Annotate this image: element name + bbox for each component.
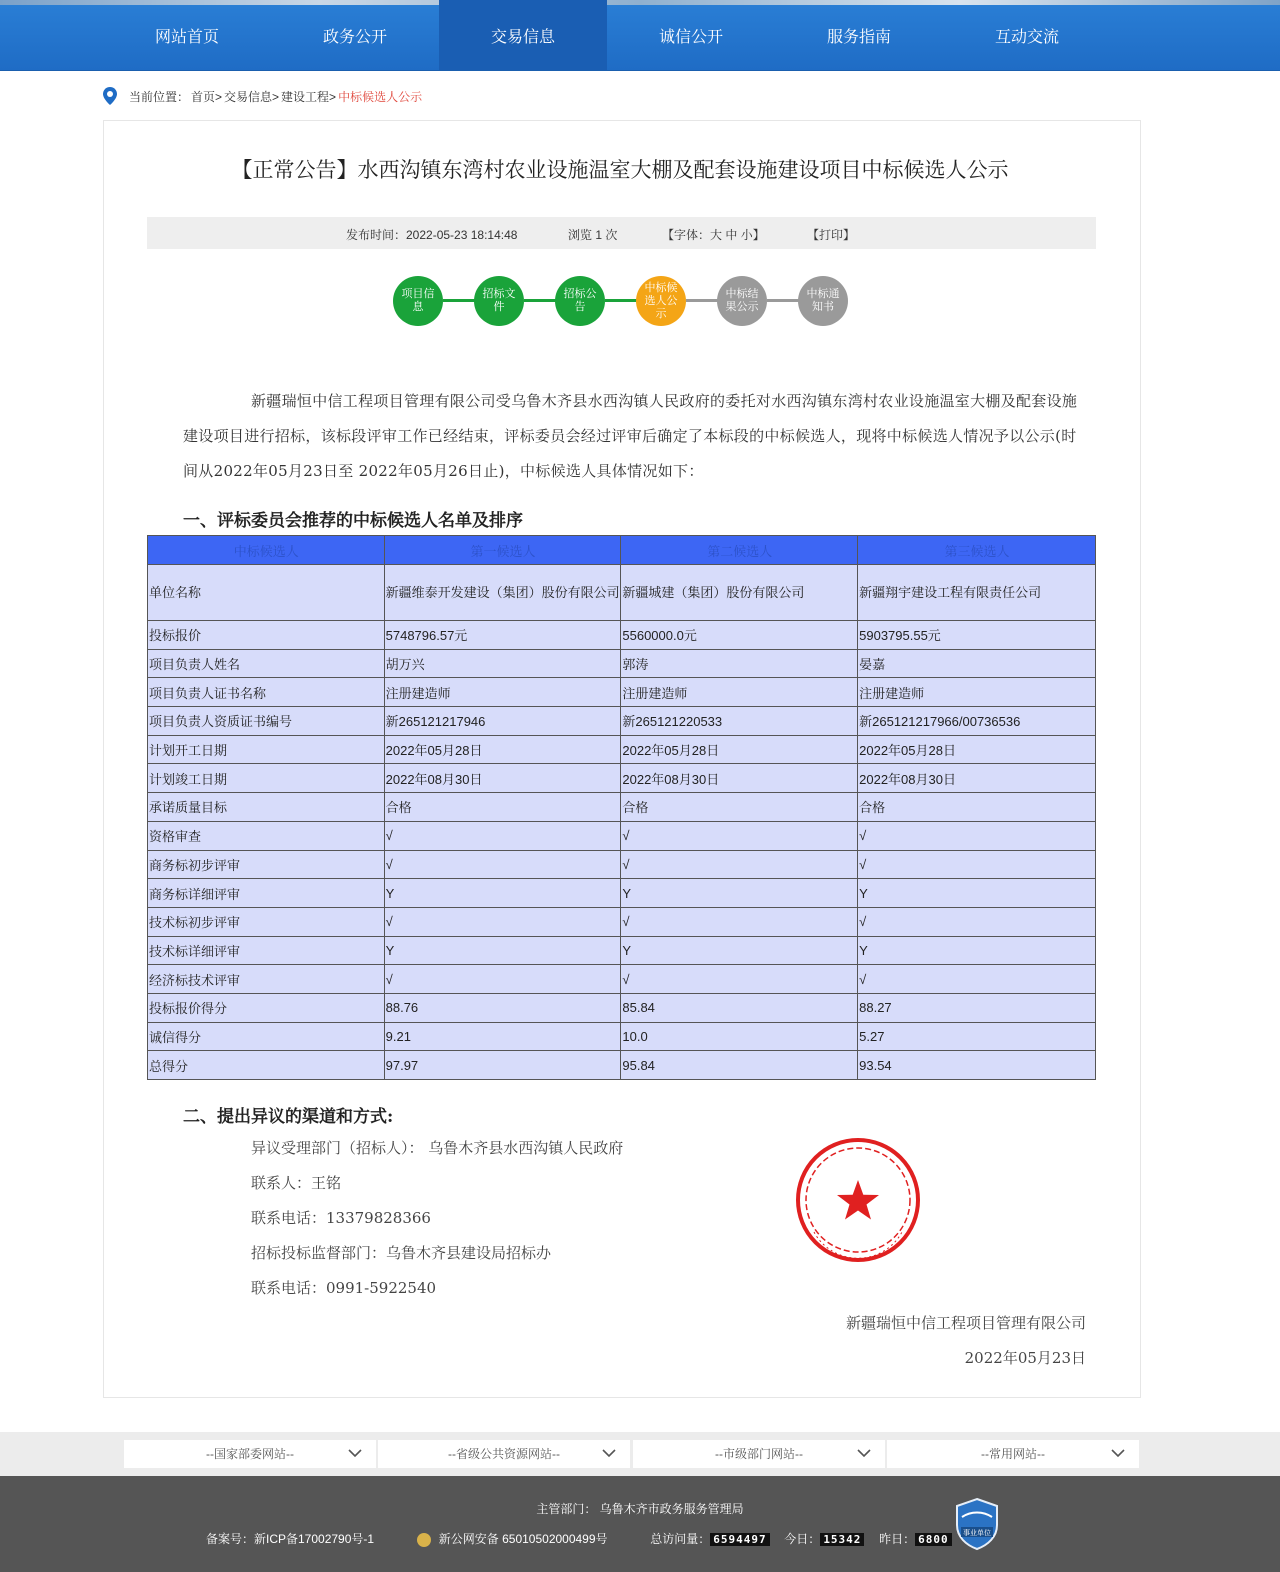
table-cell: 单位名称 — [148, 565, 385, 621]
objection-contacts — [251, 1135, 623, 1310]
step-connector — [443, 299, 475, 302]
select-value: --国家部委网站-- — [206, 1447, 294, 1461]
section-heading-objection: 二、提出异议的渠道和方式: — [183, 1107, 394, 1127]
table-cell: √ — [621, 965, 858, 994]
table-cell: √ — [621, 850, 858, 879]
footer-info-row — [206, 1530, 952, 1547]
chevron-down-icon — [602, 1448, 616, 1458]
location-pin-icon — [103, 87, 117, 105]
table-row — [148, 565, 1096, 621]
table-cell: 投标报价得分 — [148, 993, 385, 1022]
step-connector — [686, 299, 718, 302]
table-cell: 新疆翔宇建设工程有限责任公司 — [858, 565, 1096, 621]
table-cell: 88.76 — [384, 993, 621, 1022]
table-cell: 投标报价 — [148, 621, 385, 650]
table-cell: Y — [621, 879, 858, 908]
table-cell: √ — [858, 965, 1096, 994]
table-row — [148, 850, 1096, 879]
table-cell: 2022年08月30日 — [858, 764, 1096, 793]
table-cell: √ — [621, 907, 858, 936]
table-cell: 商务标初步评审 — [148, 850, 385, 879]
total-visits-counter: 6594497 — [710, 1533, 769, 1546]
table-cell: 合格 — [621, 793, 858, 822]
breadcrumb-construction[interactable]: 建设工程> — [281, 89, 337, 104]
step-label: 中标通知书 — [806, 288, 840, 313]
step-tender-notice[interactable] — [555, 276, 605, 326]
table-cell: 5903795.55元 — [858, 621, 1096, 650]
today-visits-label: 今日： — [784, 1532, 821, 1546]
step-project-info[interactable] — [393, 276, 443, 326]
table-header: 第三候选人 — [858, 536, 1096, 565]
chevron-down-icon — [857, 1448, 871, 1458]
table-cell: 95.84 — [621, 1051, 858, 1080]
nav-item-service-guide[interactable]: 服务指南 — [826, 29, 891, 46]
font-size-end: 】 — [752, 228, 765, 242]
table-cell: Y — [858, 879, 1096, 908]
table-cell: 项目负责人资质证书编号 — [148, 707, 385, 736]
table-cell: 2022年05月28日 — [384, 735, 621, 764]
table-cell: 合格 — [384, 793, 621, 822]
table-cell: Y — [858, 936, 1096, 965]
step-connector — [767, 299, 799, 302]
table-cell: 新265121217966/00736536 — [858, 707, 1096, 736]
step-label: 中标候选人公示 — [644, 281, 678, 320]
table-cell: 2022年05月28日 — [858, 735, 1096, 764]
table-cell: 技术标详细评审 — [148, 936, 385, 965]
badge-text: 事业单位 — [963, 1529, 991, 1537]
table-cell: 项目负责人证书名称 — [148, 678, 385, 707]
yesterday-visits-counter: 6800 — [915, 1533, 952, 1546]
today-visits-counter: 15342 — [820, 1533, 864, 1546]
breadcrumb-prefix: 当前位置： — [129, 89, 190, 104]
table-row — [148, 678, 1096, 707]
objection-line: 联系电话：13379828366 — [251, 1209, 431, 1227]
footer-police-record[interactable]: 新公网安备 65010502000499号 — [438, 1532, 608, 1546]
step-label: 项目信息 — [401, 288, 435, 313]
top-nav-bar — [0, 0, 1280, 71]
breadcrumb-trading-info[interactable]: 交易信息> — [224, 89, 280, 104]
candidate-table — [147, 535, 1096, 1080]
nav-item-credit[interactable]: 诚信公开 — [658, 29, 723, 46]
objection-line: 异议受理部门（招标人）： 乌鲁木齐县水西沟镇人民政府 — [251, 1139, 624, 1157]
objection-line: 联系电话：0991-5922540 — [251, 1279, 437, 1297]
yesterday-visits-label: 昨日： — [879, 1532, 916, 1546]
table-row — [148, 793, 1096, 822]
table-cell: 郭涛 — [621, 649, 858, 678]
table-cell: √ — [858, 907, 1096, 936]
table-row — [148, 1051, 1096, 1080]
article-meta-bar — [147, 217, 1096, 249]
table-cell: √ — [858, 850, 1096, 879]
table-cell: 项目负责人姓名 — [148, 649, 385, 678]
font-size-medium-link[interactable]: 中 — [725, 228, 738, 242]
select-provincial-resources[interactable] — [378, 1440, 630, 1468]
table-cell: 85.84 — [621, 993, 858, 1022]
select-value: --常用网站-- — [981, 1447, 1045, 1461]
table-cell: 新265121220533 — [621, 707, 858, 736]
table-cell: 商务标详细评审 — [148, 879, 385, 908]
table-cell: Y — [384, 879, 621, 908]
step-connector — [524, 299, 556, 302]
objection-line: 招标投标监督部门：乌鲁木齐县建设局招标办 — [251, 1244, 552, 1262]
table-cell: 注册建造师 — [858, 678, 1096, 707]
total-visits-label: 总访问量： — [650, 1532, 711, 1546]
table-cell: √ — [384, 907, 621, 936]
table-header: 第二候选人 — [621, 536, 858, 565]
table-cell: 胡万兴 — [384, 649, 621, 678]
table-row — [148, 907, 1096, 936]
nav-item-interaction[interactable]: 互动交流 — [994, 29, 1059, 46]
table-header: 中标候选人 — [148, 536, 385, 565]
table-cell: 5560000.0元 — [621, 621, 858, 650]
table-cell: 技术标初步评审 — [148, 907, 385, 936]
table-cell: 合格 — [858, 793, 1096, 822]
select-city-departments[interactable] — [633, 1440, 885, 1468]
intro-paragraph: 新疆瑞恒中信工程项目管理有限公司受乌鲁木齐县水西沟镇人民政府的委托对水西沟镇东湾村农业设施温室大棚及配套设施建设项目进行招标，该标段评审工作已经结束，评标委员会经过评审后确定了本标段的中标候选人，现将中标候选人情况予以公示(时间从2022年05月23日至 2022年05月26日止)，中标候选人具体情况如下： — [183, 392, 1078, 480]
table-row — [148, 993, 1096, 1022]
table-cell: √ — [384, 965, 621, 994]
table-row — [148, 621, 1096, 650]
table-cell: 2022年05月28日 — [621, 735, 858, 764]
step-label: 招标文件 — [482, 288, 516, 313]
table-cell: 计划开工日期 — [148, 735, 385, 764]
chevron-down-icon — [348, 1448, 362, 1458]
breadcrumb-home[interactable]: 首页> — [191, 89, 223, 104]
table-cell: 承诺质量目标 — [148, 793, 385, 822]
table-cell: 经济标技术评审 — [148, 965, 385, 994]
section-heading-candidates: 一、评标委员会推荐的中标候选人名单及排序 — [183, 511, 523, 531]
site-footer — [0, 1476, 1280, 1572]
font-size-large-link[interactable]: 大 — [710, 228, 723, 242]
nav-item-trading-info[interactable]: 交易信息 — [439, 0, 607, 70]
table-cell: 诚信得分 — [148, 1022, 385, 1051]
table-cell: 计划竣工日期 — [148, 764, 385, 793]
publish-time: 发布时间：2022-05-23 18:14:48 — [346, 228, 518, 242]
table-row — [148, 879, 1096, 908]
table-cell: √ — [384, 850, 621, 879]
signature-company: 新疆瑞恒中信工程项目管理有限公司 — [845, 1314, 1086, 1332]
table-cell: 新265121217946 — [384, 707, 621, 736]
table-cell: 10.0 — [621, 1022, 858, 1051]
footer-icp[interactable]: 备案号：新ICP备17002790号-1 — [206, 1532, 375, 1546]
table-cell: 晏嘉 — [858, 649, 1096, 678]
public-institution-badge-icon[interactable] — [953, 1497, 1001, 1551]
table-row — [148, 936, 1096, 965]
table-cell: 9.21 — [384, 1022, 621, 1051]
table-cell: √ — [858, 821, 1096, 850]
select-value: --省级公共资源网站-- — [448, 1447, 560, 1461]
footer-sponsor: 主管部门： 乌鲁木齐市政务服务管理局 — [536, 1502, 744, 1516]
table-cell: 2022年08月30日 — [384, 764, 621, 793]
police-badge-icon — [417, 1533, 431, 1547]
table-cell: 5748796.57元 — [384, 621, 621, 650]
step-candidate-publicity[interactable] — [636, 276, 686, 326]
select-common-sites[interactable] — [887, 1440, 1139, 1468]
table-cell: 资格审查 — [148, 821, 385, 850]
table-cell: 88.27 — [858, 993, 1096, 1022]
select-national-ministries[interactable] — [124, 1440, 376, 1468]
objection-line: 联系人：王铭 — [251, 1174, 342, 1192]
table-header-row — [148, 536, 1096, 565]
table-row — [148, 707, 1096, 736]
print-link[interactable]: 【打印】 — [807, 228, 856, 242]
table-cell: 97.97 — [384, 1051, 621, 1080]
table-cell: 总得分 — [148, 1051, 385, 1080]
table-cell: 新疆城建（集团）股份有限公司 — [621, 565, 858, 621]
table-header: 第一候选人 — [384, 536, 621, 565]
table-row — [148, 764, 1096, 793]
table-row — [148, 821, 1096, 850]
company-seal-icon — [794, 1136, 922, 1264]
table-cell: √ — [384, 821, 621, 850]
step-result-publicity[interactable] — [717, 276, 767, 326]
table-cell: 2022年08月30日 — [621, 764, 858, 793]
table-row — [148, 649, 1096, 678]
step-connector — [605, 299, 637, 302]
nav-item-home[interactable]: 网站首页 — [154, 29, 219, 46]
view-count: 浏览 1 次 — [568, 228, 618, 242]
step-label: 招标公告 — [563, 288, 597, 313]
table-cell: 93.54 — [858, 1051, 1096, 1080]
table-cell: 5.27 — [858, 1022, 1096, 1051]
main-nav — [103, 0, 1137, 70]
nav-item-government-affairs[interactable]: 政务公开 — [322, 29, 387, 46]
step-label: 中标结果公示 — [725, 288, 759, 313]
table-row — [148, 965, 1096, 994]
breadcrumb-current: 中标候选人公示 — [338, 89, 423, 104]
article-title: 【正常公告】水西沟镇东湾村农业设施温室大棚及配套设施建设项目中标候选人公示 — [231, 159, 1009, 182]
table-cell: Y — [384, 936, 621, 965]
table-cell: 注册建造师 — [384, 678, 621, 707]
table-row — [148, 735, 1096, 764]
table-cell: Y — [621, 936, 858, 965]
font-size-switcher — [662, 226, 765, 243]
chevron-down-icon — [1111, 1448, 1125, 1458]
breadcrumb — [103, 86, 424, 106]
table-cell: 注册建造师 — [621, 678, 858, 707]
select-value: --市级部门网站-- — [715, 1447, 803, 1461]
table-row — [148, 1022, 1096, 1051]
signature-date: 2022年05月23日 — [964, 1349, 1086, 1367]
font-size-small-link[interactable]: 小 — [740, 228, 753, 242]
step-award-notice[interactable] — [798, 276, 848, 326]
table-cell: √ — [621, 821, 858, 850]
step-tender-documents[interactable] — [474, 276, 524, 326]
table-cell: 新疆维泰开发建设（集团）股份有限公司 — [384, 565, 621, 621]
font-size-label: 【字体： — [662, 228, 711, 242]
